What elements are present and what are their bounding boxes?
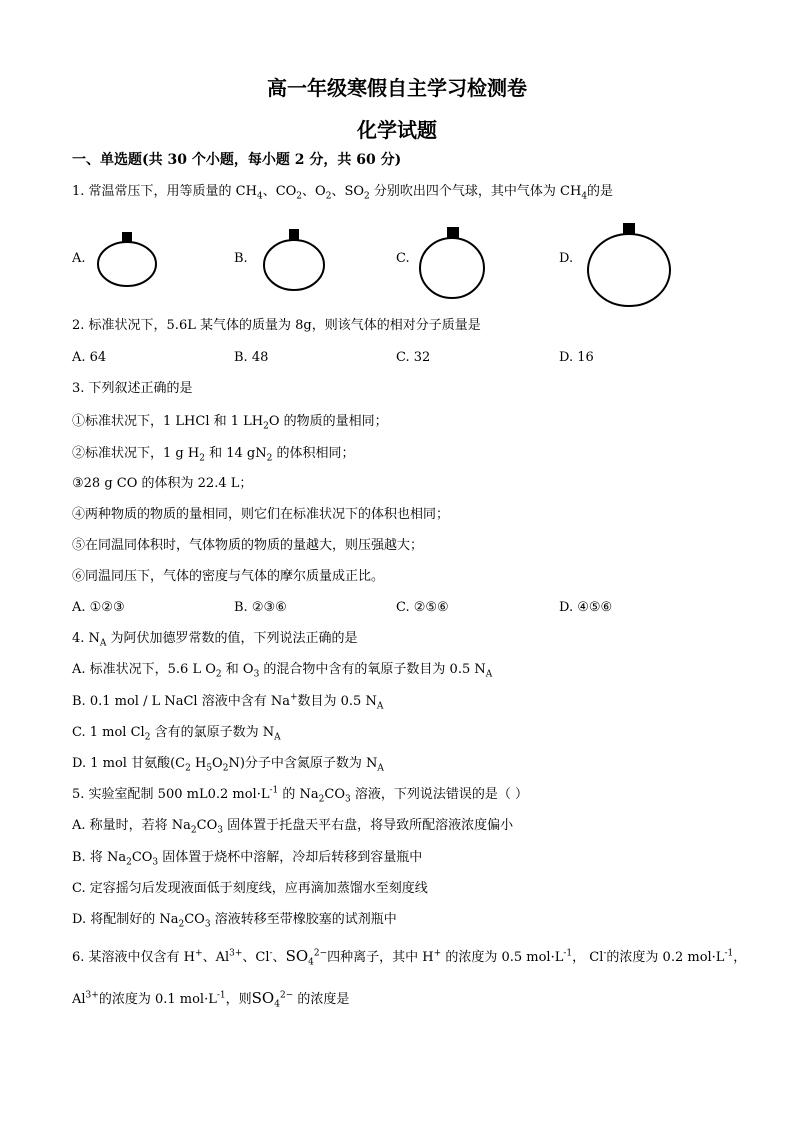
question-1-option-a[interactable]: A. [72, 251, 86, 266]
question-5-option-a[interactable]: A. 称量时，若将 $Na_2CO_3$ 固体置于托盘天平右盘，将导致所配溶液浓度偏小 [72, 818, 514, 836]
question-3-statement-1: ①标准状况下，1 LHCl 和 1 $LH_2O$ 的物质的量相同； [72, 414, 388, 432]
question-3-statement-5: ⑤在同温同体积时，气体物质的物质的量越大，则压强越大； [72, 538, 424, 553]
question-6-stem-line-1: 6. 某溶液中仅含有 H+、$Al^{3+}$、Cl-、$SO_4^{2-}$四种离子，其中 H+ 的浓度为 0.5 $mol\cdot L^{-1}$， Cl-的浓度为 0.2 $mol\cdot L^{-1}$， [72, 947, 747, 968]
question-5-option-d[interactable]: D. 将配制好的 $Na_2CO_3$ 溶液转移至带橡胶塞的试剂瓶中 [72, 912, 397, 930]
question-5-option-c[interactable]: C. 定容摇匀后发现液面低于刻度线，应再滴加蒸馏水至刻度线 [72, 881, 428, 896]
question-3-statement-6: ⑥同温同压下，气体的密度与气体的摩尔质量成正比。 [72, 569, 385, 584]
balloon-d-icon [586, 220, 676, 312]
question-3-option-b[interactable]: B. ②③⑥ [234, 600, 287, 615]
question-2-option-b[interactable]: B. 48 [234, 350, 269, 365]
question-3-option-d[interactable]: D. ④⑤⑥ [559, 600, 613, 615]
page-subtitle: 化学试题 [357, 118, 437, 142]
question-3-statement-3: ③28 g CO 的体积为 22.4 L； [72, 476, 253, 491]
question-3-option-c[interactable]: C. ②⑤⑥ [396, 600, 449, 615]
question-4-option-d[interactable]: D. 1 mol 甘氨酸($C_2$ $H_5O_2N$)分子中含氮原子数为 $N_A$ [72, 756, 384, 774]
question-3-stem: 3. 下列叙述正确的是 [72, 381, 193, 396]
question-4-option-c[interactable]: C. 1 mol $Cl_2$ 含有的氯原子数为 $N_A$ [72, 725, 281, 743]
question-3-statement-2: ②标准状况下，1 g $H_2$ 和 14 $gN_2$ 的体积相同； [72, 446, 355, 464]
question-5-stem: 5. 实验室配制 500 mL0.2 $mol\cdot L^{-1}$ 的 $Na_2CO_3$ 溶液，下列说法错误的是（ ） [72, 785, 528, 805]
section-heading: 一、单选题(共 30 个小题，每小题 2 分，共 60 分) [72, 152, 402, 168]
question-4-stem: 4. $N_A$ 为阿伏加德罗常数的值，下列说法正确的是 [72, 631, 358, 649]
question-1-option-c[interactable]: C. [396, 251, 410, 266]
question-2-stem: 2. 标准状况下，5.6L 某气体的质量为 8g，则该气体的相对分子质量是 [72, 318, 481, 333]
question-1-stem: 1. 常温常压下，用等质量的 $CH_4$、$CO_2$、$O_2$、$SO_2$ 分别吹出四个气球，其中气体为 $CH_4$的是 [72, 184, 614, 202]
question-5-option-b[interactable]: B. 将 $Na_2CO_3$ 固体置于烧杯中溶解，冷却后转移到容量瓶中 [72, 850, 423, 868]
balloon-a-icon [96, 228, 176, 292]
question-3-statement-4: ④两种物质的物质的量相同，则它们在标准状况下的体积也相同； [72, 507, 450, 522]
question-1-option-b[interactable]: B. [234, 251, 248, 266]
question-4-option-b[interactable]: B. 0.1 mol / L NaCl 溶液中含有 Na+数目为 0.5 $N_A$ [72, 692, 384, 712]
page-title: 高一年级寒假自主学习检测卷 [267, 76, 527, 100]
question-2-option-c[interactable]: C. 32 [396, 350, 431, 365]
question-1-option-d[interactable]: D. [559, 251, 574, 266]
question-2-option-d[interactable]: D. 16 [559, 350, 594, 365]
question-2-option-a[interactable]: A. 64 [72, 350, 107, 365]
balloon-c-icon [416, 224, 496, 304]
question-6-stem-line-2: $Al^{3+}$的浓度为 0.1 $mol\cdot L^{-1}$，则$SO_4^{2-}$ 的浓度是 [72, 989, 350, 1010]
question-4-option-a[interactable]: A. 标准状况下，5.6 L $O_2$ 和 $O_3$ 的混合物中含有的氧原子数目为 0.5 $N_A$ [72, 662, 493, 680]
question-3-option-a[interactable]: A. ①②③ [72, 600, 125, 615]
balloon-b-icon [258, 226, 338, 296]
